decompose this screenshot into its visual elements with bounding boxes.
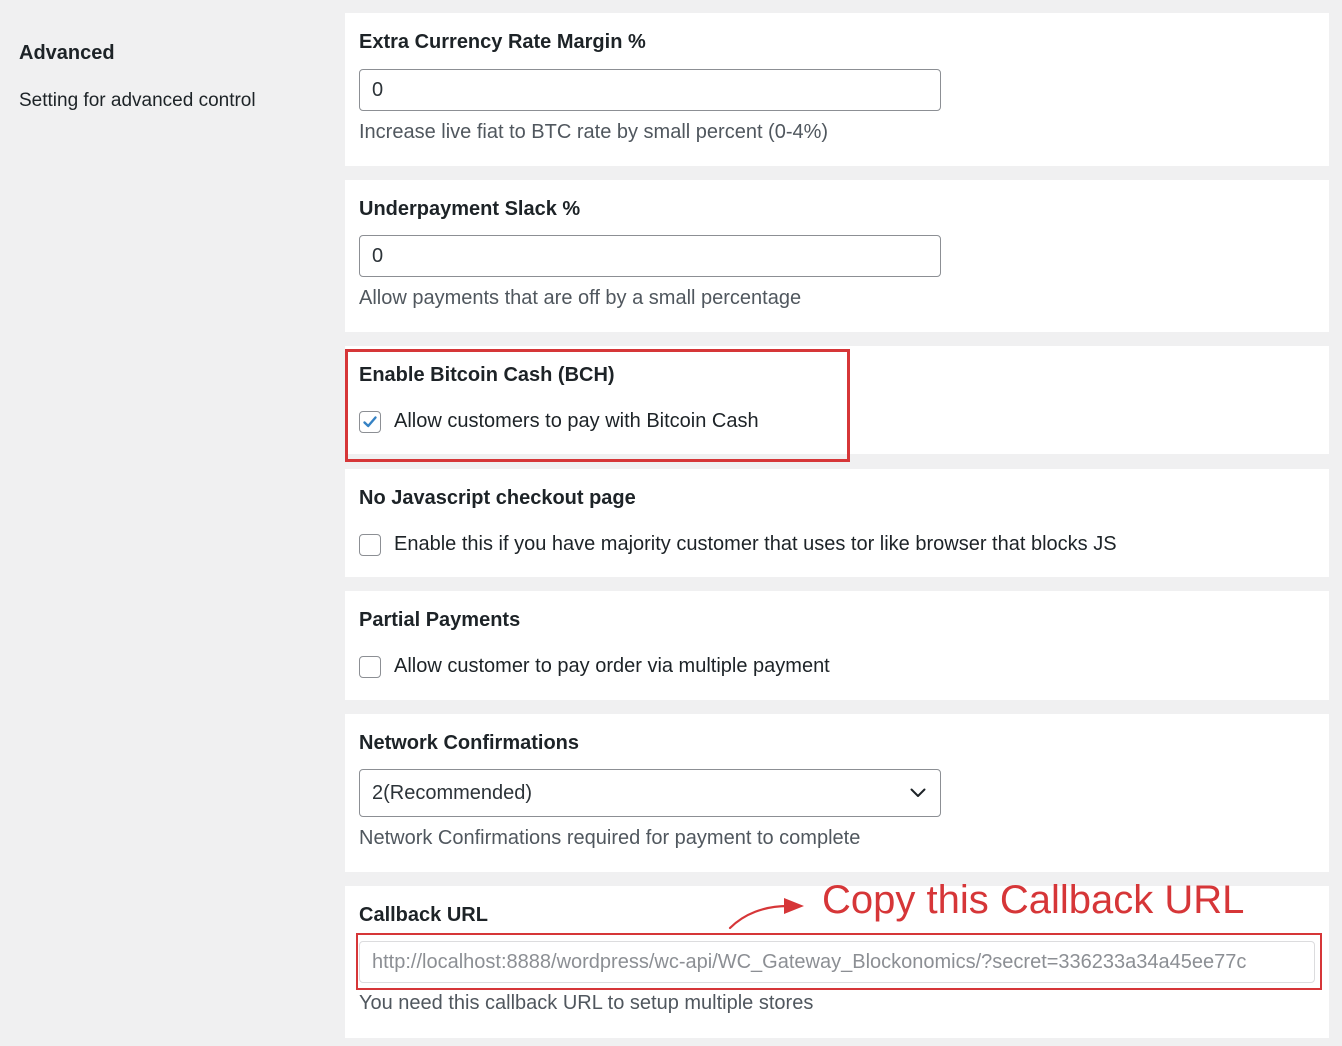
network-confirmations-card (345, 714, 1329, 872)
arrow-right-icon (726, 892, 810, 932)
section-description: Setting for advanced control (19, 90, 256, 111)
underpayment-slack-label: Underpayment Slack % (359, 198, 581, 220)
underpayment-slack-card (345, 180, 1329, 332)
enable-bch-checkbox-label: Allow customers to pay with Bitcoin Cash (394, 410, 759, 432)
partial-payments-checkbox[interactable] (359, 656, 381, 678)
network-confirmations-help: Network Confirmations required for payment to complete (359, 827, 861, 849)
enable-bch-checkbox-row[interactable] (359, 410, 759, 433)
callback-url-label: Callback URL (359, 904, 488, 926)
currency-margin-card (345, 13, 1329, 166)
currency-margin-input[interactable] (359, 69, 941, 111)
underpayment-slack-input[interactable] (359, 235, 941, 277)
callback-url-input[interactable] (359, 941, 1315, 983)
callback-url-value: http://localhost:8888/wordpress/wc-api/WC_Gateway_Blockonomics/?secret=336233a34a45ee77c (372, 950, 1247, 973)
no-js-checkout-checkbox[interactable] (359, 534, 381, 556)
enable-bch-checkbox[interactable] (359, 411, 381, 433)
chevron-down-icon (908, 783, 928, 803)
no-js-checkout-label: No Javascript checkout page (359, 487, 636, 509)
section-title: Advanced (19, 42, 115, 64)
callback-url-help: You need this callback URL to setup multiple stores (359, 992, 814, 1014)
partial-payments-checkbox-label: Allow customer to pay order via multiple payment (394, 655, 830, 677)
network-confirmations-select[interactable] (359, 769, 941, 817)
currency-margin-label: Extra Currency Rate Margin % (359, 31, 646, 53)
network-confirmations-selected: 2(Recommended) (372, 781, 533, 804)
underpayment-slack-help: Allow payments that are off by a small percentage (359, 287, 802, 309)
network-confirmations-label: Network Confirmations (359, 732, 580, 754)
callback-annotation: Copy this Callback URL (822, 878, 1245, 922)
partial-payments-checkbox-row[interactable] (359, 655, 830, 678)
no-js-checkout-checkbox-row[interactable] (359, 533, 1117, 556)
partial-payments-card (345, 591, 1329, 700)
enable-bch-card (345, 346, 1329, 454)
currency-margin-help: Increase live fiat to BTC rate by small percent (0-4%) (359, 121, 829, 143)
no-js-checkout-card (345, 469, 1329, 577)
partial-payments-label: Partial Payments (359, 609, 521, 631)
no-js-checkout-checkbox-label: Enable this if you have majority customer that uses tor like browser that blocks JS (394, 533, 1117, 555)
enable-bch-label: Enable Bitcoin Cash (BCH) (359, 364, 615, 386)
checkmark-icon (361, 413, 379, 431)
